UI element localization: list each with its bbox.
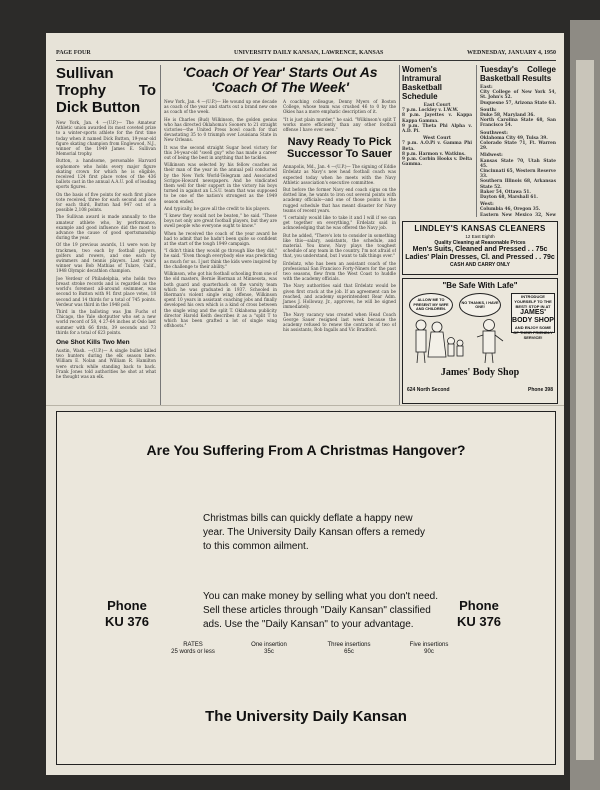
navy-paragraph: The Navy authorities said that Erdelatz would be given first crack at the job. If an agreement can be reached, and academy superintendent Rear Adm. James J. Holloway, Jr., approves, he will be signed immediately. — [283, 283, 396, 310]
elk-paragraph: Austin, Wash. —(U.P.)— A single bullet killed two hunters during the elk season here. William E. Nolan and William R. Hamilton were struck while standing back to back. Frank Jones told authorities he shot at what he thought was an elk. — [56, 347, 156, 379]
phone-left — [97, 598, 157, 630]
cartoon-phone: Phone 398 — [527, 387, 553, 393]
schedule-region: Southwest: — [480, 130, 508, 136]
issue-date: WEDNESDAY, JANUARY 4, 1950 — [467, 50, 556, 56]
ad-headline: Are You Suffering From A Christmas Hangover? — [146, 442, 466, 458]
navy-paragraph: The Navy vacancy was created when Head Coach George Sauer resigned last week because the academy refused to renew the contracts of two of his assistants, Bob Ingalls and Vic Bradford. — [283, 311, 396, 333]
schedule-region: South: — [480, 107, 497, 113]
sullivan-headline: Sullivan Trophy To Dick Button — [56, 65, 156, 116]
intramural-schedule — [402, 65, 472, 217]
coach-paragraph: A coaching colleague, Denny Myers of Boston College, whose team was crushed 46 to 0 by the Okies has a more emphatic description of it. — [283, 99, 396, 115]
phone-label-right: Phone — [459, 598, 499, 613]
adjacent-page-edge — [570, 20, 600, 790]
college-results — [480, 65, 556, 217]
schedule-line: Columbia 46, Oregon 35. — [480, 207, 541, 213]
shop-sign — [511, 293, 555, 340]
schedule-region: West: — [480, 202, 494, 208]
results-title: Tuesday's College Basketball Results — [480, 65, 556, 83]
lindley-address: 12 East Eighth — [465, 234, 495, 239]
kansan-classified-ad — [56, 411, 556, 765]
schedule-line: 7 p.m. A.O.Pi v. Gamma Phi Beta. — [402, 141, 472, 152]
navy-headline: Navy Ready To Pick Successor To Sauer — [287, 136, 392, 161]
intramural-title: Women's Intramural Basketball Schedule — [402, 65, 443, 101]
sullivan-paragraph: The Sullivan award is made annually to the amateur athlete who, by performance, example and good influence did the most to advance the cause of good sportsmanship during the year. — [56, 214, 156, 241]
rate-five — [399, 642, 459, 656]
coach-paragraph: New York, Jan. 4 —(U.P.)— He wound up one decade as coach of the year and starts out a brand new one as coach of the week. — [164, 99, 277, 115]
sullivan-paragraph: Joe Verdeur of Philadelphia, who holds two breast stroke records and is regarded as the world's foremost all-around swimmer, was second to Button with 91 first place votes, 18 second and 14 thirds for a total of 745 points. Verdeur was third in the 1948 poll. — [56, 275, 156, 307]
phone-label-left: Phone — [107, 598, 147, 613]
rate-three-label: Three insertions — [327, 642, 371, 648]
sullivan-paragraph: New York, Jan. 4 —(U.P.)— The Amateur Athletic union awarded its most coveted prize to a winter-sports athlete for the first time today when it named Dick Button, 19-year-old figure skating champion from Englewood, N.J., winner of the 1949 James E. Sullivan Memorial trophy. — [56, 120, 156, 157]
navy-paragraph: "I certainly would like to take it and I will if we can get together on everything," Erdelatz said in acknowledging that he was offered the Navy job. — [283, 215, 396, 231]
navy-paragraph: Annapolis, Md., Jan. 4 —(U.P.)— The signing of Eddie Erdelatz as Navy's new head football coach was expected today when he meets with the Navy Athletic association's executive committee. — [283, 164, 396, 185]
schedule-line: Colorado State 71, Ft. Warren 29. — [480, 141, 556, 152]
lindley-suits-price: Men's Suits, Cleaned and Pressed . . 75c — [412, 246, 548, 253]
rate-five-label: Five insertions — [409, 642, 449, 648]
rate-three-value: 65c — [344, 649, 354, 655]
cartoon-address: 624 North Second — [407, 387, 450, 393]
phone-right — [449, 598, 509, 630]
schedule-region: East Court — [423, 103, 451, 108]
schedule-region: East: — [480, 85, 493, 90]
navy-paragraph: But he added, "There's lots to consider in something like this—salary, assistants, the schedule, and material. You know, Navy plays the toughest schedule of any team in the country. I'm not afraid of that, you understand, but I want to talk things over." — [283, 232, 396, 259]
newspaper-page — [46, 33, 564, 775]
paper-name: UNIVERSITY DAILY KANSAN, LAWRENCE, KANSAS — [234, 50, 384, 56]
sign-name: JAMES' BODY SHOP — [512, 309, 554, 324]
coach-paragraph: Wilkinson, who got his football schooling from one of the old masters, Bernie Bierman at Minnesota, was both guard and quarterback on the varsity team which he was graduated in 1937. Schooled in Bierman's violent single wing offense, Wilkinson spent 10 years in assistant coaching jobs and finally developed his own which is a kind of cross between the single wing and the split T. Oklahoma publicity director Harold Keith describes it as a "split T to which has been grafted a lot of single wing offshoots." — [164, 271, 277, 329]
cartoon-title: "Be Safe With Lafe" — [442, 281, 518, 290]
coach-paragraph: He is Charles (Bud) Wilkinson, the golden genius who has directed Oklahoma's Sooners to 21 straight victories—the United Press bowl coach for that devastating 35 to 0 triumph over Louisiana State in New Orleans. — [164, 116, 277, 143]
elk-subhead: One Shot Kills Two Men — [56, 338, 130, 346]
lindley-dresses-price: Ladies' Plain Dresses, Cl. and Pressed . . 79c — [405, 254, 555, 261]
lindley-quality: Quality Cleaning at Reasonable Prices — [434, 240, 526, 246]
schedule-line: 8 p.m. Harmon v. Watkins. — [402, 151, 466, 157]
rate-one — [239, 642, 299, 656]
schedule-line: Eastern New Mexico 32, New — [480, 212, 556, 217]
speech-bubble-1: ALLOW ME TO PRESENT MY WIFE AND CHILDREN. — [409, 293, 453, 317]
phone-number-left: KU 376 — [104, 614, 150, 629]
rate-one-label: One insertion — [251, 642, 287, 648]
coach-paragraph: It was the second straight Sugar bowl victory for this 34-year-old "swell guy" who has made a career out of being the best in anything that he tackles. — [164, 144, 277, 161]
phone-number-right: KU 376 — [456, 614, 502, 629]
sign-bottom: AND ENJOY SOME OF THEIR FRIENDLY SERVICE! — [513, 325, 553, 340]
schedule-line: 7 p.m. Lockley v. I.W.W. — [402, 108, 459, 114]
sullivan-paragraph: Button, a handsome, personable Harvard sophomore who holds every major figure skating crown for which he is eligible, received 124 first place votes of the 436 ballots cast in the annual A.A.U. poll of leading sports figures. — [56, 158, 156, 190]
lindley-name: LINDLEY'S KANSAS CLEANERS — [414, 224, 546, 233]
rate-three — [319, 642, 379, 656]
rate-one-value: 35c — [264, 649, 274, 655]
schedule-line: Kansas State 70, Utah State 45. — [480, 158, 556, 169]
ad-paragraph-1: Christmas bills can quickly deflate a happy new year. The University Daily Kansan offers a remedy to this common ailment. — [203, 513, 425, 552]
schedule-line: Duquesne 57, Arizona State 63. — [480, 100, 556, 106]
rate-five-value: 90c — [424, 649, 434, 655]
schedule-region: West Court — [422, 136, 452, 142]
navy-paragraph: But before the former Navy end coach signs on the dotted line, he wants to iron out several points with academy officials—and one of those points is the rugged schedule that has meant disaster for Navy teams of recent years. — [283, 187, 396, 213]
masthead — [56, 48, 556, 61]
sullivan-paragraph: Third in the balloting was Jim Fuchs of Chicago, the Yale shotputter who set a new world record of 58, 4 27-64 inches at Oslo last summer with 66 firsts, 39 seconds and 73 thirds for a total of 623 points. — [56, 308, 156, 335]
rate-value: 25 words or less — [171, 649, 215, 655]
sullivan-paragraph: Of the 19 previous awards, 11 were won by trackmen, two each by football players, golfers and rowers, and one each by swimmers and tennis players. Last year's winner was Bob Mathias of Tulare, Calif., 1948 Olympic decathlon champion. — [56, 242, 156, 274]
sign-top: INTRODUCE YOURSELF TO THE BEST! STOP IN AT — [514, 294, 552, 309]
coach-paragraph: "I knew they would not be beaten," he said. "Those boys not only are great football players, but they are swell people who everyone ought to know." — [164, 213, 277, 229]
schedule-line: Southern Illinois 68, Arkansas State 52. — [480, 179, 556, 190]
coach-paragraph: Wilkinson was selected by his fellow coaches as their man of the year in the annual poll conducted by the New York World-Telegram and Associated Scripps-Howard newspapers. And he vindicated them well for their support in the victory his boys turned in against an L.S.U. team that was supposed to be one of the nation's strongest as the 1949 season ended. — [164, 162, 277, 204]
schedule-line: 9 p.m. Corbin Hooks v. Delta Gamma. — [402, 157, 472, 168]
coach-paragraph: "It is just plain murder," he said. "Wilkinson's split T works more efficiently than any other football offense I have ever seen." — [283, 116, 396, 133]
cartoon-shop-name: James' Body Shop — [440, 367, 520, 378]
coach-paragraph: "I didn't think they would go through like they did," he said. "Even though everybody else was predicting as much for us. I just think the kids were inspired by the challenge to their ability." — [164, 248, 277, 269]
body-shop-cartoon-ad — [402, 278, 558, 404]
navy-paragraph: Erdelatz, who has been an assistant coach of the professional San Francisco Forty-Niners for the past two seasons, flew from the West Coast to huddle with the academy officials. — [283, 260, 396, 282]
ad-paragraph-2: You can make money by selling what you don't need. Sell these articles through "Daily Kansan" classified ads. Use the "Daily Kansan" to your advantage. — [203, 591, 439, 630]
schedule-line: Dayton 68, Marshall 61. — [480, 195, 538, 201]
schedule-region: Midwest: — [480, 153, 503, 159]
schedule-line: Oklahoma City 49, Tulsa 39. — [480, 135, 548, 141]
cartoon-figures-illustration — [407, 317, 511, 365]
coach-story — [164, 65, 396, 405]
rate-header — [153, 642, 233, 656]
speech-bubble-2: NO THANKS, I HAVE ONE! — [459, 293, 501, 317]
schedule-line: Cincinnati 65, Western Reserve 33. — [480, 169, 556, 180]
lindley-cleaners-ad — [402, 221, 558, 275]
sullivan-column — [56, 65, 156, 405]
coach-headline: 'Coach Of Year' Starts Out As 'Coach Of The Week' — [182, 65, 378, 95]
schedule-line: 9 p.m. Theta Phi Alpha v. A.D. Pi. — [402, 123, 472, 135]
schedule-line: North Carolina State 68, San Francisco 54. — [480, 118, 556, 129]
ad-brand: The University Daily Kansan — [205, 708, 407, 725]
schedule-line: Duke 58, Maryland 36. — [480, 113, 535, 119]
lindley-cash: CASH AND CARRY ONLY — [450, 262, 510, 268]
schedule-line: City College of New York 54, St. John's 52. — [480, 90, 556, 101]
rate-label: RATES — [183, 642, 203, 648]
schedule-line: 8 p.m. Jayettes v. Kappa Kappa Gamma. — [402, 113, 472, 124]
coach-paragraph: And typically, he gave all the credit to his players. — [164, 205, 271, 211]
page-number: PAGE FOUR — [56, 50, 91, 56]
sullivan-paragraph: On the basis of five points for each first place vote received, three for each second and one for each third, Button had 947 out of a possible 2,108 points. — [56, 191, 156, 213]
coach-paragraph: When he received the coach of the year award he had to admit that he hadn't been quite so confident at the start of the tough 1949 campaign. — [164, 230, 277, 247]
schedule-line: Baker 54, Ottawa 51. — [480, 189, 531, 195]
